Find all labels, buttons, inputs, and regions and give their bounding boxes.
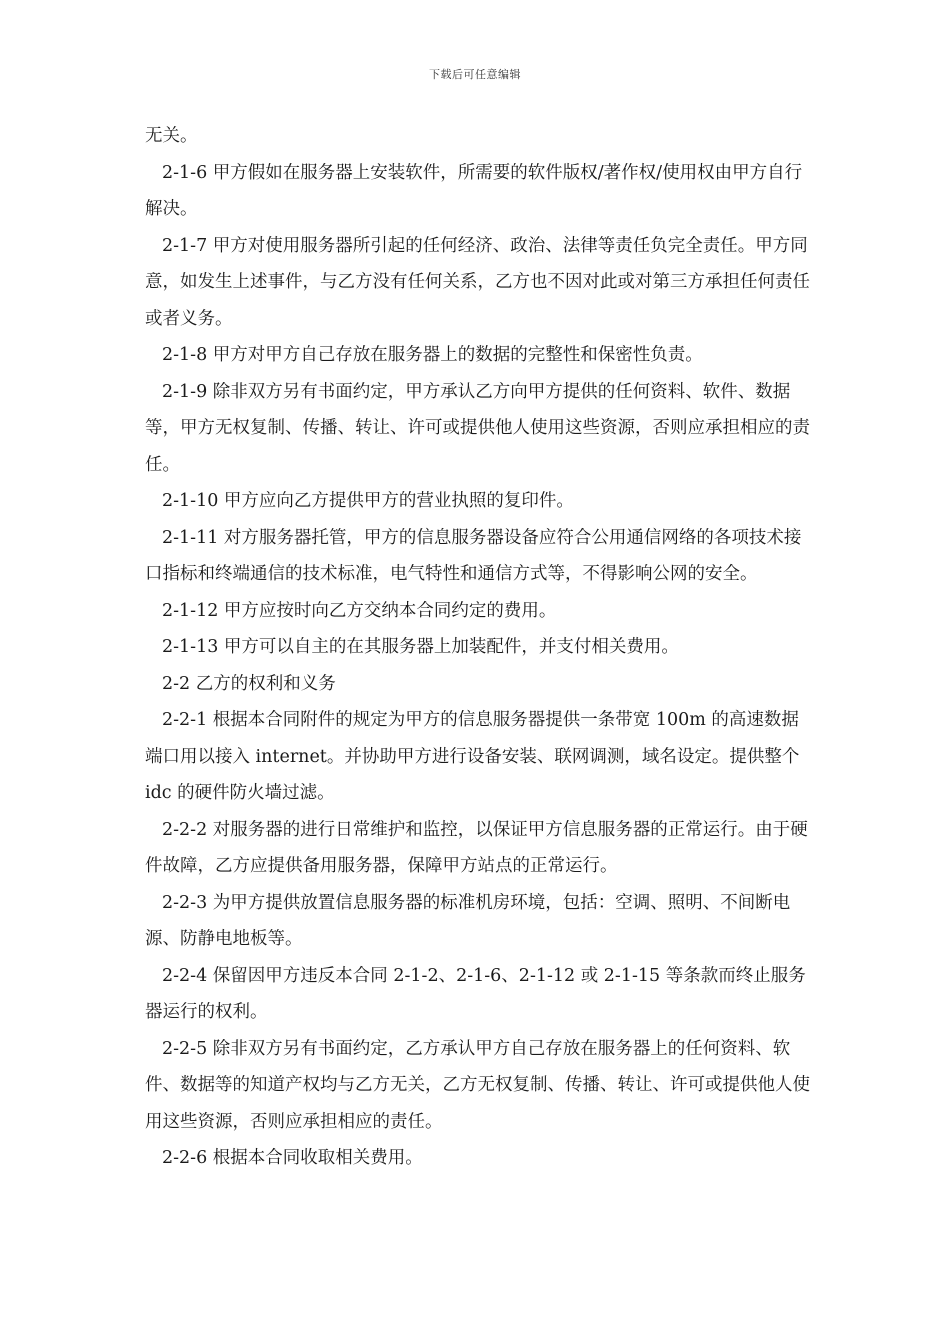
- section-heading-2-2: 2-2 乙方的权利和义务: [162, 673, 336, 694]
- clause-2-1-7: 2-1-7 甲方对使用服务器所引起的任何经济、政治、法律等责任负完全责任。甲方同意，如发生上述事件，与乙方没有任何关系，乙方也不因对此或对第三方承担任何责任或者义务。: [145, 235, 810, 329]
- clause-2-2-5: 2-2-5 除非双方另有书面约定，乙方承认甲方自己存放在服务器上的任何资料、软件、数据等的知道产权均与乙方无关，乙方无权复制、传播、转让、许可或提供他人使用这些资源，否则应承担相应的责任。: [145, 1038, 810, 1132]
- clause-2-2-4: 2-2-4 保留因甲方违反本合同 2-1-2、2-1-6、2-1-12 或 2-1-15 等条款而终止服务器运行的权利。: [145, 965, 806, 1022]
- clause-2-1-13: 2-1-13 甲方可以自主的在其服务器上加装配件，并支付相关费用。: [162, 637, 679, 657]
- clause-2-1-6: 2-1-6 甲方假如在服务器上安装软件，所需要的软件版权/著作权/使用权由甲方自行解决。: [145, 162, 803, 219]
- page-header: 下载后可任意编辑: [429, 68, 521, 81]
- clause-2-2-3: 2-2-3 为甲方提供放置信息服务器的标准机房环境，包括：空调、照明、不间断电源、防静电地板等。: [145, 892, 791, 949]
- paragraph: 无关。: [145, 126, 198, 146]
- document-body: [145, 118, 810, 1177]
- clause-2-2-6: 2-2-6 根据本合同收取相关费用。: [162, 1148, 423, 1168]
- clause-2-1-9: 2-1-9 除非双方另有书面约定，甲方承认乙方向甲方提供的任何资料、软件、数据等，甲方无权复制、传播、转让、许可或提供他人使用这些资源，否则应承担相应的责任。: [145, 381, 810, 475]
- clause-2-1-8: 2-1-8 甲方对甲方自己存放在服务器上的数据的完整性和保密性负责。: [162, 345, 703, 365]
- clause-2-1-11: 2-1-11 对方服务器托管，甲方的信息服务器设备应符合公用通信网络的各项技术接口指标和终端通信的技术标准，电气特性和通信方式等，不得影响公网的安全。: [145, 527, 802, 584]
- clause-2-1-10: 2-1-10 甲方应向乙方提供甲方的营业执照的复印件。: [162, 491, 574, 511]
- clause-2-2-2: 2-2-2 对服务器的进行日常维护和监控，以保证甲方信息服务器的正常运行。由于硬件故障，乙方应提供备用服务器，保障甲方站点的正常运行。: [145, 819, 808, 876]
- clause-2-1-12: 2-1-12 甲方应按时向乙方交纳本合同约定的费用。: [162, 600, 557, 621]
- clause-2-2-1: 2-2-1 根据本合同附件的规定为甲方的信息服务器提供一条带宽 100m 的高速数据端口用以接入 internet。并协助甲方进行设备安装、联网调测，域名设定。提供整个 idc 的硬件防火墙过滤。: [145, 710, 800, 803]
